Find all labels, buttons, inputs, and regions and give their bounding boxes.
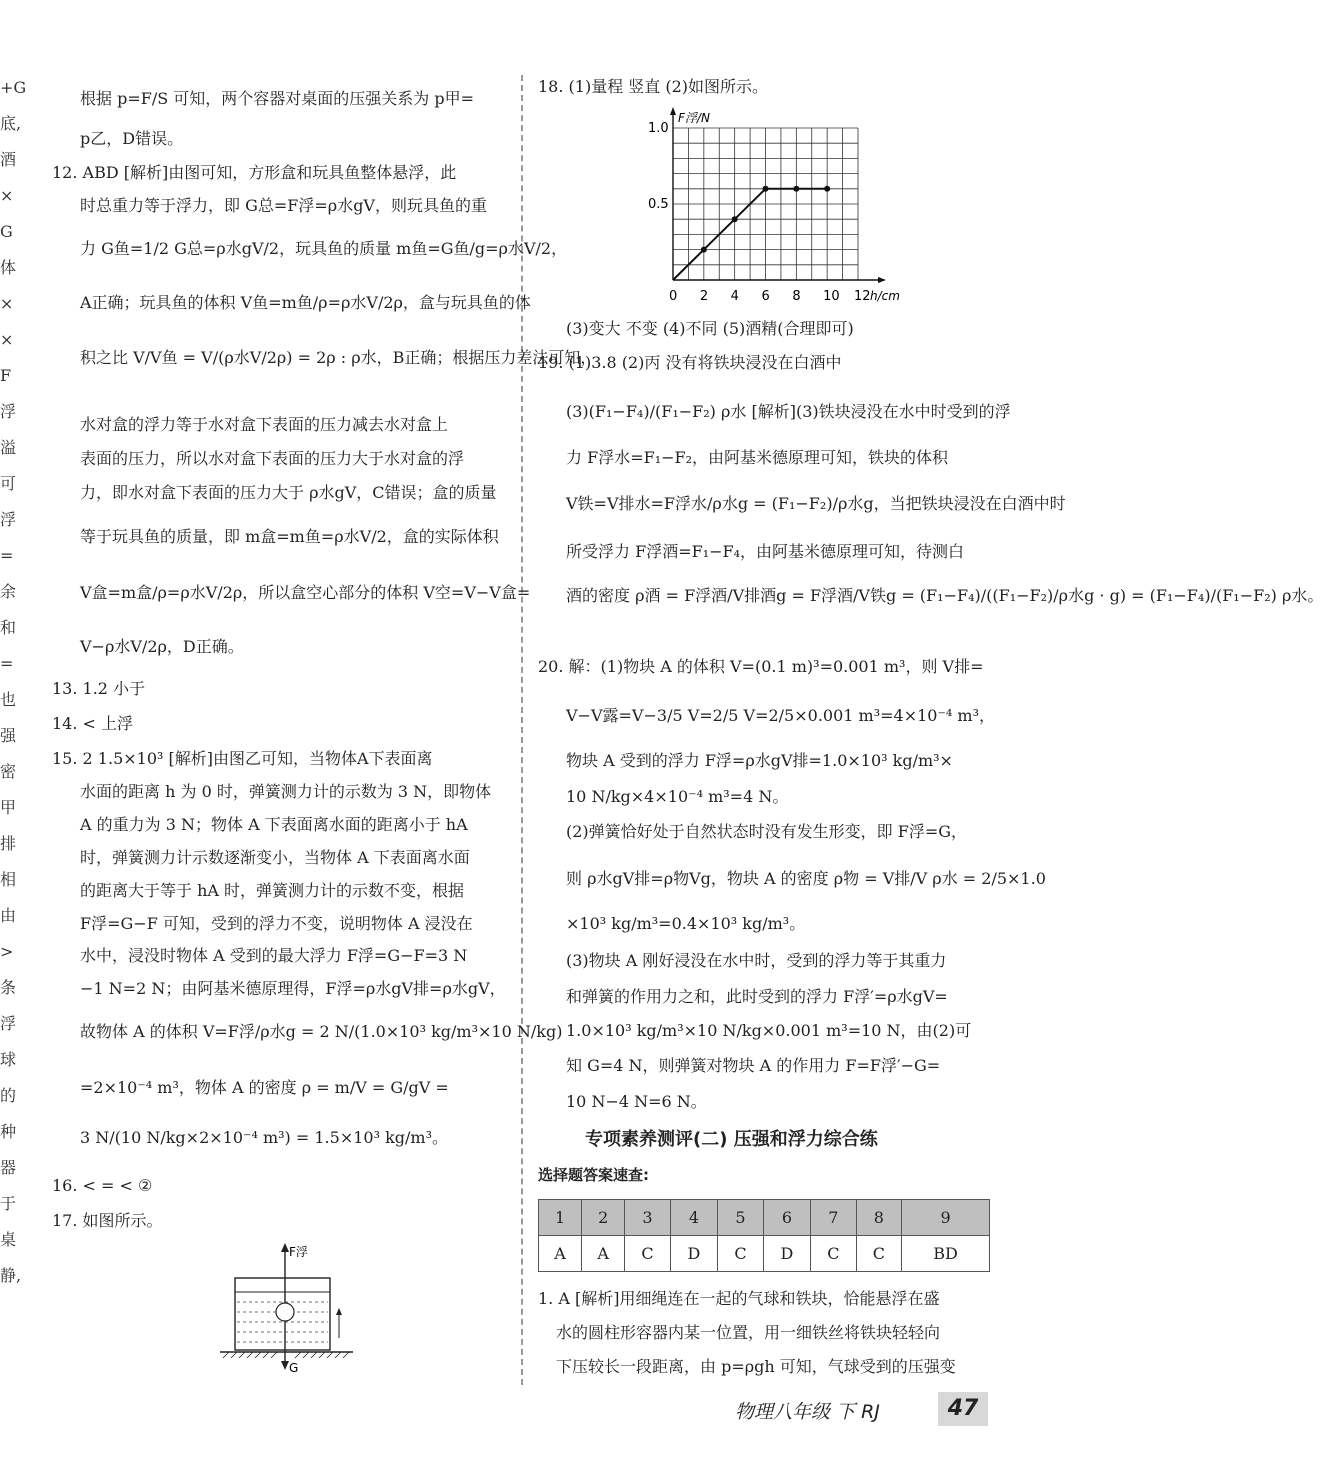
margin-char: 球 <box>0 1050 17 1069</box>
margin-char: 体 <box>0 258 17 277</box>
right-text-line: 10 N−4 N=6 N。 <box>566 1092 707 1111</box>
right-text-line: 力 F浮水=F₁−F₂，由阿基米德原理可知，铁块的体积 <box>566 448 949 467</box>
analysis-line: 1. A [解析]用细绳连在一起的气球和铁块，恰能悬浮在盛 <box>538 1289 940 1308</box>
right-text-line: 则 ρ水gV排=ρ物Vg，物块 A 的密度 ρ物 = V排/V ρ水 = 2/5×1.0 <box>566 869 1046 888</box>
answer-number: 4 <box>670 1200 717 1236</box>
left-text-line: 水面的距离 h 为 0 时，弹簧测力计的示数为 3 N，即物体 <box>80 782 492 801</box>
analysis-line: 水的圆柱形容器内某一位置，用一细铁丝将铁块轻轻向 <box>556 1323 941 1342</box>
column-divider <box>521 75 523 1385</box>
margin-char: 甲 <box>0 798 17 817</box>
margin-char: +G <box>0 78 27 97</box>
right-text-line: (2)弹簧恰好处于自然状态时没有发生形变，即 F浮=G， <box>566 822 968 841</box>
left-text-line: 力，即水对盒下表面的压力大于 ρ水gV，C错误；盒的质量 <box>80 483 497 502</box>
left-text-line: 13. 1.2 小于 <box>52 679 146 698</box>
data-point <box>732 216 738 222</box>
margin-char: 也 <box>0 690 17 709</box>
margin-char: 相 <box>0 870 17 889</box>
x-tick-label: 6 <box>761 289 770 304</box>
analysis-line: 下压较长一段距离，由 p=ρgh 可知，气球受到的压强变 <box>556 1357 956 1376</box>
left-text-line: 力 G鱼=1/2 G总=ρ水gV/2，玩具鱼的质量 m鱼=G鱼/g=ρ水V/2， <box>80 239 568 258</box>
right-text-line: 和弹簧的作用力之和，此时受到的浮力 F浮′=ρ水gV= <box>566 987 948 1006</box>
right-text-line: V−V露=V−3/5 V=2/5 V=2/5×0.001 m³=4×10⁻⁴ m³， <box>566 706 995 725</box>
y-axis-arrow <box>670 107 676 115</box>
margin-char: = <box>0 546 14 565</box>
right-text-line: 酒的密度 ρ酒 = F浮酒/V排酒g = F浮酒/V铁g = (F₁−F₄)/((F₁−F₂)/ρ水g · g) = (F₁−F₄)/(F₁−F₂) ρ水。 <box>566 586 1323 605</box>
answer-number: 9 <box>902 1200 990 1236</box>
figure-17 <box>215 1240 365 1375</box>
answer-value: C <box>856 1236 901 1272</box>
margin-char: > <box>0 942 14 961</box>
left-text-line: 17. 如图所示。 <box>52 1211 163 1230</box>
margin-char: 种 <box>0 1122 17 1141</box>
left-text-line: =2×10⁻⁴ m³，物体 A 的密度 ρ = m/V = G/gV = <box>80 1078 449 1097</box>
left-text-line: V盒=m盒/ρ=ρ水V/2ρ，所以盒空心部分的体积 V空=V−V盒= <box>80 583 531 602</box>
margin-char: 底, <box>0 114 22 133</box>
margin-char: × <box>0 294 14 313</box>
margin-char: 于 <box>0 1194 17 1213</box>
answer-value: C <box>625 1236 670 1272</box>
left-text-line: −1 N=2 N；由阿基米德原理得，F浮=ρ水gV排=ρ水gV， <box>80 979 506 998</box>
answer-value: A <box>582 1236 625 1272</box>
margin-char: 静, <box>0 1266 22 1285</box>
quick-answer-title: 选择题答案速查: <box>538 1166 649 1184</box>
x-tick-label: 10 <box>823 289 840 304</box>
left-text-line: 水中，浸没时物体 A 受到的最大浮力 F浮=G−F=3 N <box>80 946 468 965</box>
footer-text: 物理八年级 下 RJ <box>735 1401 880 1423</box>
right-text-line: 20. 解：(1)物块 A 的体积 V=(0.1 m)³=0.001 m³，则 V排= <box>538 657 984 676</box>
margin-char: 浮 <box>0 1014 17 1033</box>
margin-char: 由 <box>0 906 17 925</box>
margin-char: × <box>0 330 14 349</box>
answer-value: C <box>718 1236 763 1272</box>
margin-char: 排 <box>0 834 17 853</box>
x-tick-label: 12 <box>854 289 871 304</box>
buoyancy-depth-chart <box>640 105 920 310</box>
x-tick-label: 4 <box>730 289 739 304</box>
margin-char: G <box>0 222 13 241</box>
left-text-line: p乙，D错误。 <box>80 129 184 148</box>
right-text-line: 10 N/kg×4×10⁻⁴ m³=4 N。 <box>566 787 789 806</box>
left-text-line: 根据 p=F/S 可知，两个容器对桌面的压强关系为 p甲= <box>80 89 475 108</box>
y-tick-label: 0.5 <box>648 197 669 212</box>
right-text-line: 知 G=4 N，则弹簧对物块 A 的作用力 F=F浮′−G= <box>566 1056 941 1075</box>
section-title: 专项素养测评(二) 压强和浮力综合练 <box>585 1129 878 1150</box>
x-tick-label: 0 <box>669 289 678 304</box>
margin-char: 密 <box>0 762 17 781</box>
left-text-line: 时总重力等于浮力，即 G总=F浮=ρ水gV，则玩具鱼的重 <box>80 196 487 215</box>
margin-char: 的 <box>0 1086 17 1105</box>
answer-number: 8 <box>856 1200 901 1236</box>
answer-number: 5 <box>718 1200 763 1236</box>
left-text-line: 3 N/(10 N/kg×2×10⁻⁴ m³) = 1.5×10³ kg/m³。 <box>80 1128 449 1147</box>
margin-char: 浮 <box>0 510 17 529</box>
data-point <box>701 247 707 253</box>
x-axis-label: h/cm <box>870 289 900 303</box>
data-point <box>763 186 769 192</box>
margin-char: 强 <box>0 726 17 745</box>
margin-char: 条 <box>0 978 17 997</box>
page-number: 47 <box>938 1392 988 1426</box>
x-tick-label: 8 <box>792 289 801 304</box>
left-text-line: 12. ABD [解析]由图可知，方形盒和玩具鱼整体悬浮，此 <box>52 163 457 182</box>
right-text-line: 19. (1)3.8 (2)丙 没有将铁块浸没在白酒中 <box>538 353 842 372</box>
answer-value: D <box>670 1236 717 1272</box>
y-tick-label: 1.0 <box>648 121 669 136</box>
left-text-line: 表面的压力，所以水对盒下表面的压力大于水对盒的浮 <box>80 449 465 468</box>
answer-number: 6 <box>763 1200 810 1236</box>
margin-char: = <box>0 654 14 673</box>
right-text-line: (3)变大 不变 (4)不同 (5)酒精(合理即可) <box>566 319 854 338</box>
right-text-line: V铁=V排水=F浮水/ρ水g = (F₁−F₂)/ρ水g，当把铁块浸没在白酒中时 <box>566 494 1066 513</box>
left-text-line: V−ρ水V/2ρ，D正确。 <box>80 637 244 656</box>
left-text-line: 积之比 V/V鱼 = V/(ρ水V/2ρ) = 2ρ : ρ水，B正确；根据压力差法可知， <box>80 348 597 367</box>
answer-table <box>538 1199 990 1272</box>
fig17-buoyancy-label: F浮 <box>289 1245 308 1259</box>
right-text-line: (3)物块 A 刚好浸没在水中时，受到的浮力等于其重力 <box>566 951 947 970</box>
left-text-line: 14. < 上浮 <box>52 714 134 733</box>
answer-value: D <box>763 1236 810 1272</box>
right-text-line: 所受浮力 F浮酒=F₁−F₄，由阿基米德原理可知，待测白 <box>566 542 965 561</box>
x-axis-arrow <box>878 277 886 283</box>
right-text-line: (3)(F₁−F₄)/(F₁−F₂) ρ水 [解析](3)铁块浸没在水中时受到的浮 <box>566 402 1011 421</box>
answer-number: 1 <box>539 1200 582 1236</box>
fig17-gravity-label: G <box>289 1361 299 1375</box>
answer-number: 2 <box>582 1200 625 1236</box>
margin-char: × <box>0 186 14 205</box>
right-text-line: 1.0×10³ kg/m³×10 N/kg×0.001 m³=10 N，由(2)可 <box>566 1021 972 1040</box>
margin-strip <box>0 70 27 1294</box>
x-tick-label: 2 <box>699 289 709 304</box>
margin-char: 可 <box>0 474 17 493</box>
data-point <box>824 186 830 192</box>
left-text-line: 等于玩具鱼的质量，即 m盒=m鱼=ρ水V/2，盒的实际体积 <box>80 527 499 546</box>
answer-number: 7 <box>811 1200 856 1236</box>
answer-value: C <box>811 1236 856 1272</box>
left-text-line: 15. 2 1.5×10³ [解析]由图乙可知，当物体A下表面离 <box>52 749 433 768</box>
margin-char: 桌 <box>0 1230 17 1249</box>
left-text-line: 故物体 A 的体积 V=F浮/ρ水g = 2 N/(1.0×10³ kg/m³×10 N/kg) <box>80 1022 563 1041</box>
margin-char: 酒 <box>0 150 17 169</box>
margin-char: 溢 <box>0 438 17 457</box>
right-text-line: 物块 A 受到的浮力 F浮=ρ水gV排=1.0×10³ kg/m³× <box>566 751 953 770</box>
answer-value: A <box>539 1236 582 1272</box>
left-text-line: A 的重力为 3 N；物体 A 下表面离水面的距离小于 hA <box>80 815 468 834</box>
margin-char: F浮 <box>0 366 17 421</box>
margin-char: 余 <box>0 582 17 601</box>
left-text-line: A正确；玩具鱼的体积 V鱼=m鱼/ρ=ρ水V/2ρ，盒与玩具鱼的体 <box>80 293 531 312</box>
right-text-line: ×10³ kg/m³=0.4×10³ kg/m³。 <box>566 914 806 933</box>
data-point <box>793 186 799 192</box>
y-axis-label: F浮/N <box>678 111 710 125</box>
left-text-line: 水对盒的浮力等于水对盒下表面的压力减去水对盒上 <box>80 415 449 434</box>
left-text-line: 时，弹簧测力计示数逐渐变小，当物体 A 下表面离水面 <box>80 848 470 867</box>
answer-number: 3 <box>625 1200 670 1236</box>
margin-char: 和 <box>0 618 17 637</box>
right-text-line: 18. (1)量程 竖直 (2)如图所示。 <box>538 77 769 96</box>
left-text-line: 16. < = < ② <box>52 1176 153 1195</box>
left-text-line: F浮=G−F 可知，受到的浮力不变，说明物体 A 浸没在 <box>80 914 473 933</box>
margin-char: 器 <box>0 1158 17 1177</box>
answer-value: BD <box>902 1236 990 1272</box>
left-text-line: 的距离大于等于 hA 时，弹簧测力计的示数不变，根据 <box>80 881 465 900</box>
